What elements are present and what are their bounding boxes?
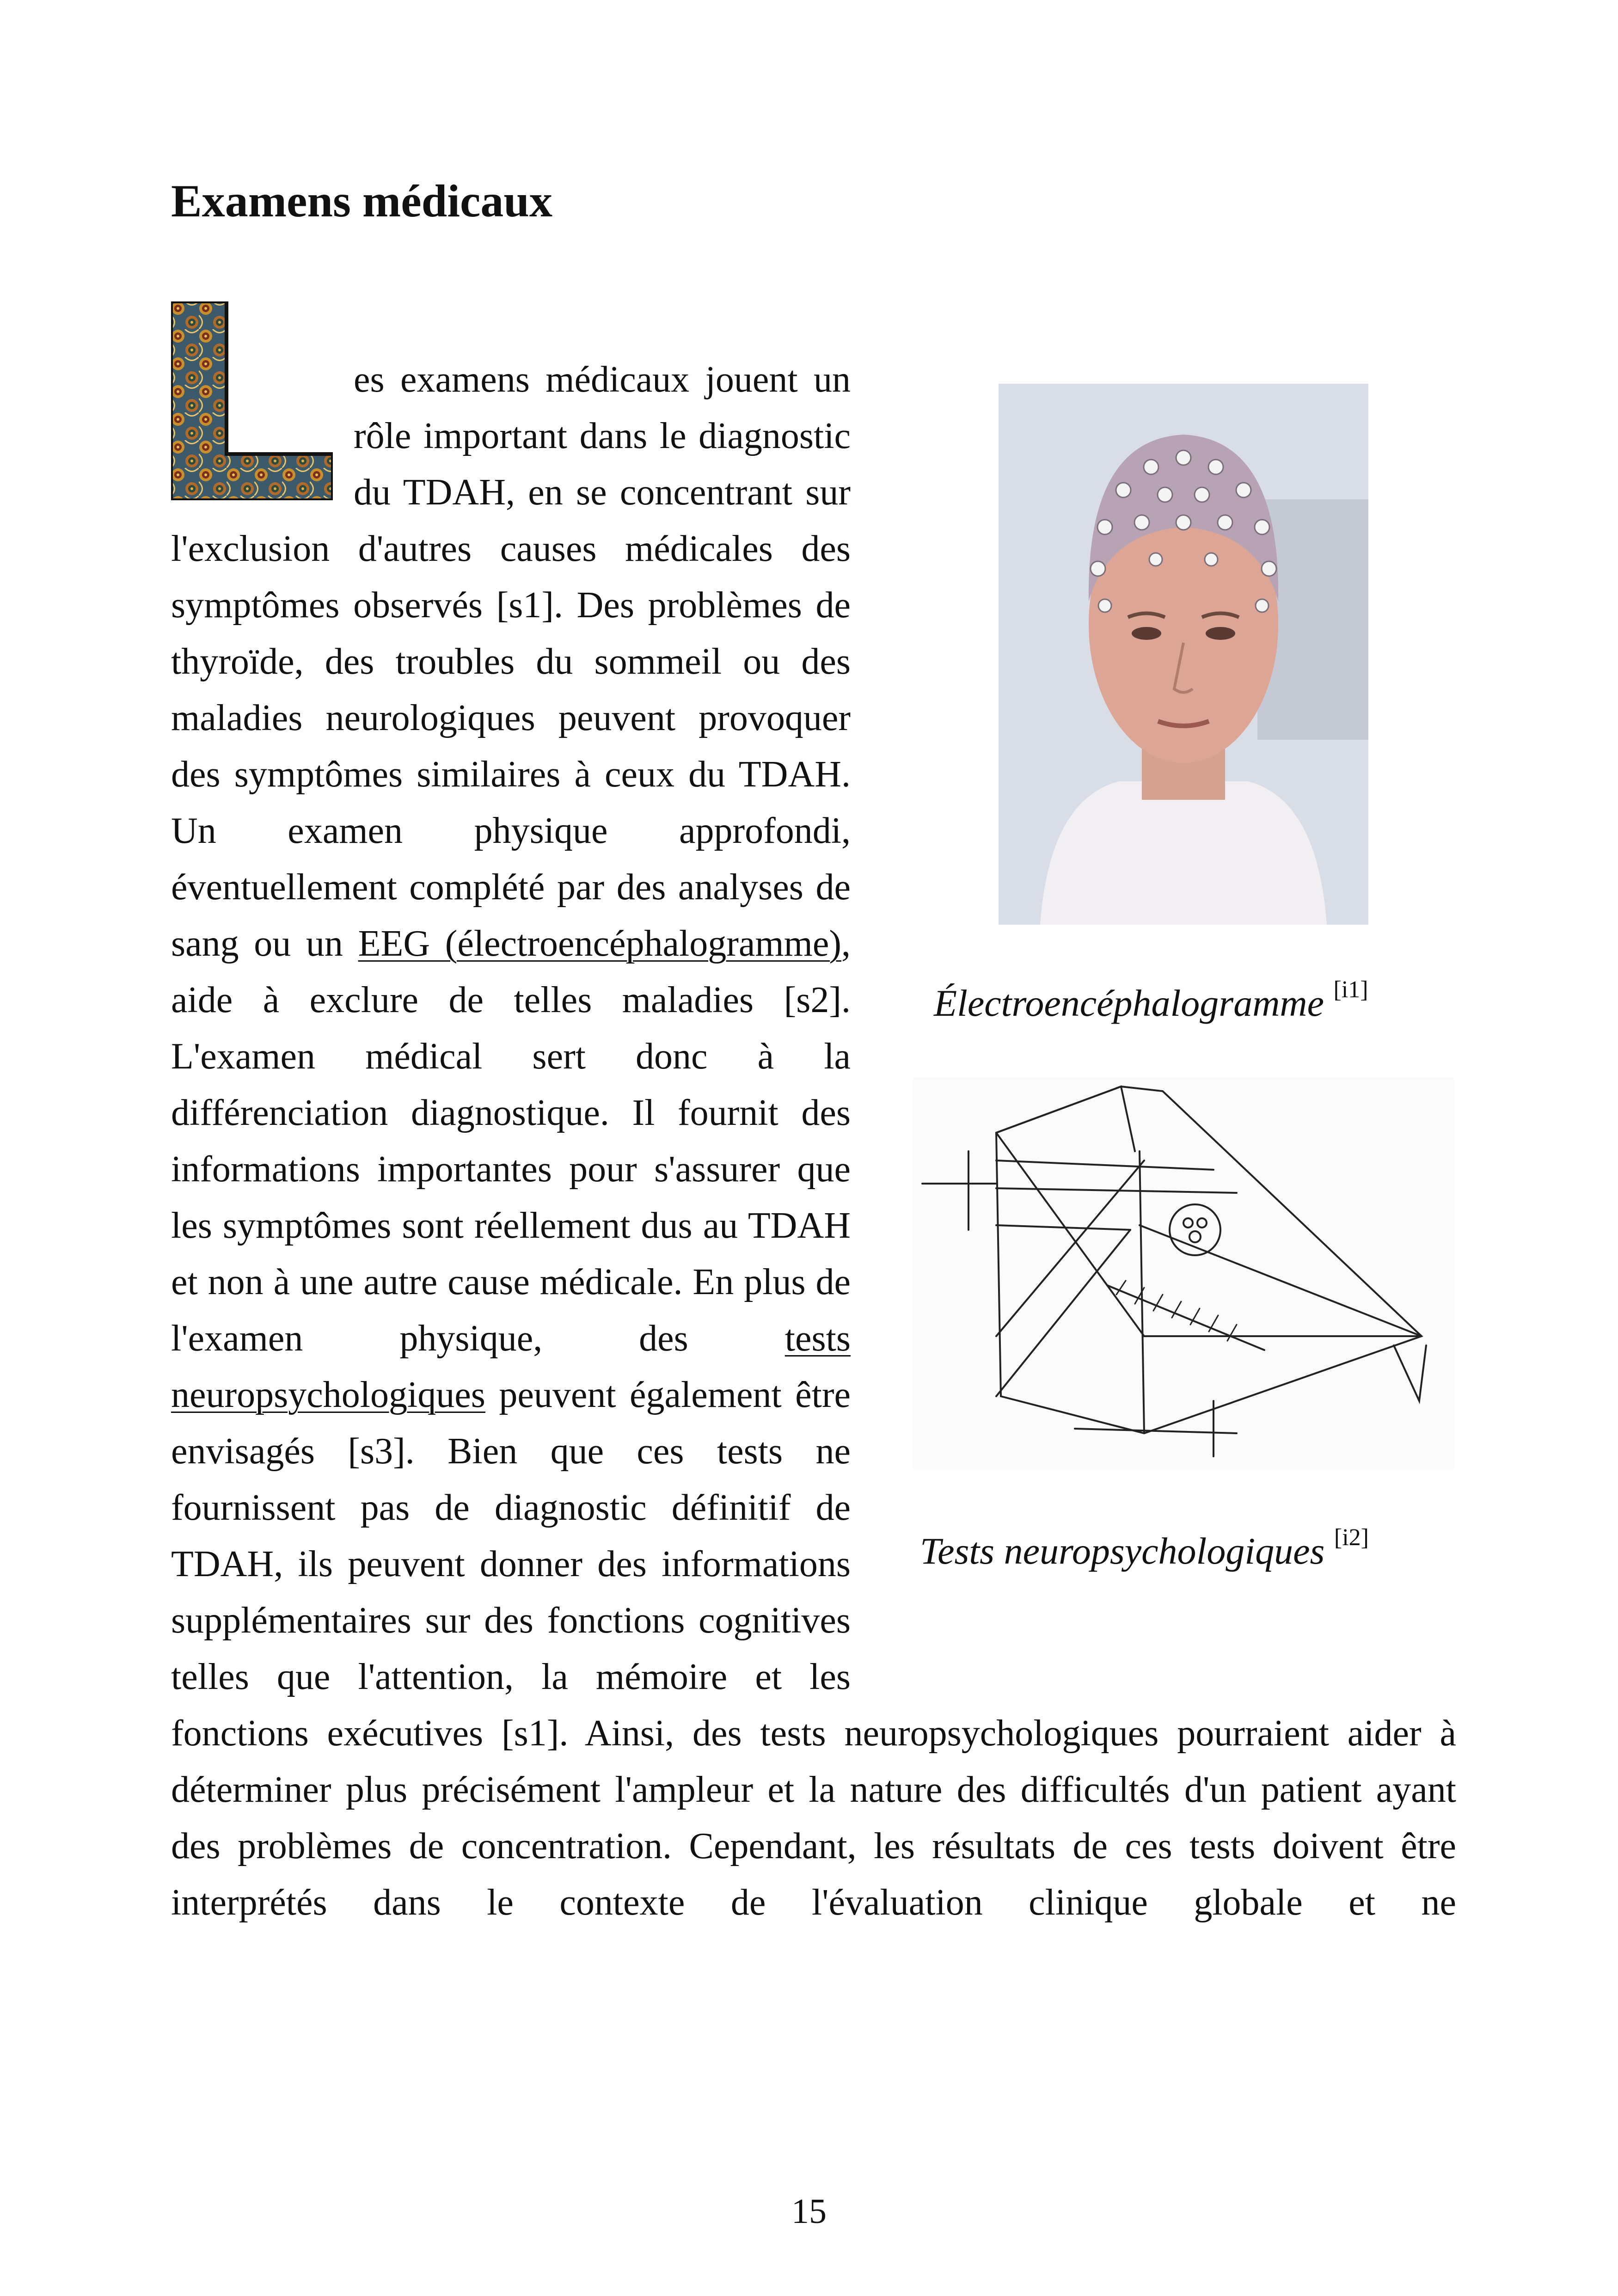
neuropsych-drawing [913,1077,1454,1470]
eeg-link[interactable]: EEG (électroencéphalogramme) [358,923,841,964]
page-number: 15 [791,2192,827,2231]
caption-text: Tests neuropsychologiques [920,1530,1325,1572]
caption-text: Électroencéphalogramme [934,982,1324,1024]
body-text-3: peuvent également être envisagés [s3]. Bien que ces tests ne fournissent pas de diagnostic définitif de TDAH, ils peuvent donner des informations supplémentaires sur des fonctions cognitives telles que l'attention, la mémoire et les fonctions exécutives [s1]. Ainsi, des tests neuropsychologiques pourraient aider à déterminer plus précisément l'ampleur et la nature des difficultés d'un patient ayant des problèmes de concentration. Cependant, les résultats de ces tests doivent être interprétés dans le contexte de l'évaluation clinique globale et ne [171,1375,1456,1923]
image-reference[interactable]: [i2] [1334,1524,1369,1551]
neuropsych-tests-link[interactable]: tests neuropsychologiques [171,1318,851,1415]
body-text-2: , aide à exclure de telles maladies [s2]. L'examen médical sert donc à la différenciation diagnostique. Il fournit des informations importantes pour s'assurer que les symptômes sont réellement dus au TDAH et non à une autre cause médicale. En plus de l'examen physique, des [171,923,851,1359]
figure-caption-eeg [934,978,1368,1022]
figure-caption-tests [920,1526,1369,1570]
page-title: Examens médicaux [171,175,552,227]
body-text-1: es examens médicaux jouent un rôle important dans le diagnostic du TDAH, en se concentrant sur l'exclusion d'autres causes médicales des symptômes observés [s1]. Des problèmes de thyroïde, des troubles du sommeil ou des maladies neurologiques peuvent provoquer des symptômes similaires à ceux du TDAH. Un examen physique approfondi, éventuellement complété par des analyses de sang ou un [171,359,851,964]
drop-cap-L [171,301,333,500]
eeg-photo [999,384,1368,925]
image-reference[interactable]: [i1] [1333,976,1368,1003]
